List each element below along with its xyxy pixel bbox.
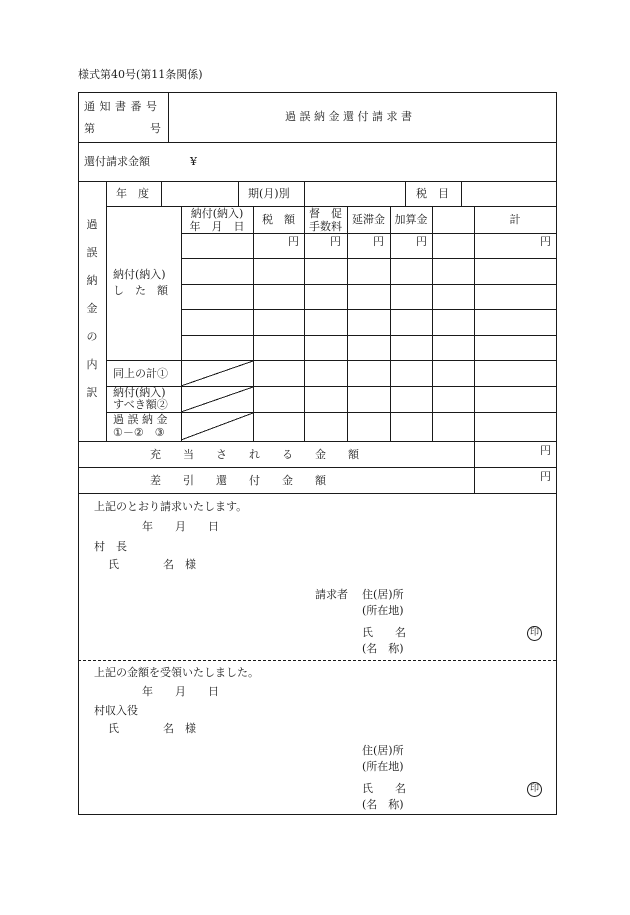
overpaid-label-line2: ①－② ③ [113,426,165,439]
net-refund-label: 差 引 還 付 金 額 [150,474,326,487]
receipt-statement: 上記の金額を受領いたしました。 [94,666,259,679]
request-name-sub: (名 称) [362,642,404,655]
notice-number-label: 通 知 書 番 号 [84,100,158,113]
breakdown-side-label-7: 訳 [86,386,98,399]
refund-amount-label: 還付請求金額 [84,155,150,168]
addressee-name: 氏 名 様 [108,558,196,571]
breakdown-side-label-1: 過 [86,218,98,231]
paid-amount-label-line1: 納付(納入) [113,268,166,281]
subtotal-label: 同上の計① [113,367,168,380]
late-fee-header: 延滞金 [352,213,385,226]
receipt-name-sub: (名 称) [362,798,404,811]
allocated-yen: 円 [540,444,551,457]
request-address-label: 住(居)所 [362,588,404,601]
period-label: 期(月)別 [248,187,290,200]
year-label: 年 度 [116,187,149,200]
allocated-amount-label: 充 当 さ れ る 金 額 [150,448,359,461]
breakdown-side-label-2: 誤 [86,246,98,259]
receipt-address-label: 住(居)所 [362,744,404,757]
breakdown-side-label-4: 金 [86,302,98,315]
yen-mark-late-fee: 円 [373,235,384,248]
yen-mark-tax: 円 [288,235,299,248]
fee-header-line1: 督 促 [309,207,342,220]
paid-date-header-line1: 納付(納入) [190,207,244,220]
refund-amount-currency: ¥ [190,155,197,168]
due-label-line2: すべき額② [113,398,168,411]
form-title: 過 誤 納 金 還 付 請 求 書 [285,110,412,123]
requester-label: 請求者 [315,588,348,601]
net-refund-yen: 円 [540,470,551,483]
due-label-line1: 納付(納入) [113,386,166,399]
yen-mark-total: 円 [540,235,551,248]
tax-item-label: 税 目 [416,187,449,200]
request-seal-mark: 印 [527,626,542,641]
number-suffix: 号 [150,122,161,135]
receipt-date: 年 月 日 [142,685,219,698]
breakdown-side-label-3: 納 [86,274,98,287]
receiver-title: 村収入役 [94,704,138,717]
form-number: 様式第40号(第11条関係) [78,68,203,81]
yen-mark-fee: 円 [330,235,341,248]
breakdown-side-label-6: 内 [86,358,98,371]
overpaid-label-line1: 過 誤 納 金 [113,413,168,426]
request-address-sub: (所在地) [362,604,404,617]
receipt-address-sub: (所在地) [362,760,404,773]
request-name-label: 氏 名 [362,626,406,639]
receipt-seal-mark: 印 [527,782,542,797]
fee-header-line2: 手数料 [309,220,342,233]
penalty-header: 加算金 [394,213,428,226]
receiver-name: 氏 名 様 [108,722,196,735]
request-date: 年 月 日 [142,520,219,533]
paid-amount-label-line2: し た 額 [113,284,168,297]
request-statement: 上記のとおり請求いたします。 [94,500,248,513]
yen-mark-penalty: 円 [416,235,427,248]
tax-amount-header: 税 額 [262,213,295,226]
total-header: 計 [509,213,521,226]
addressee-title: 村 長 [94,540,127,553]
number-prefix: 第 [84,122,95,135]
paid-date-header-line2: 年 月 日 [189,220,245,233]
breakdown-side-label-5: の [86,330,98,343]
receipt-name-label: 氏 名 [362,782,406,795]
